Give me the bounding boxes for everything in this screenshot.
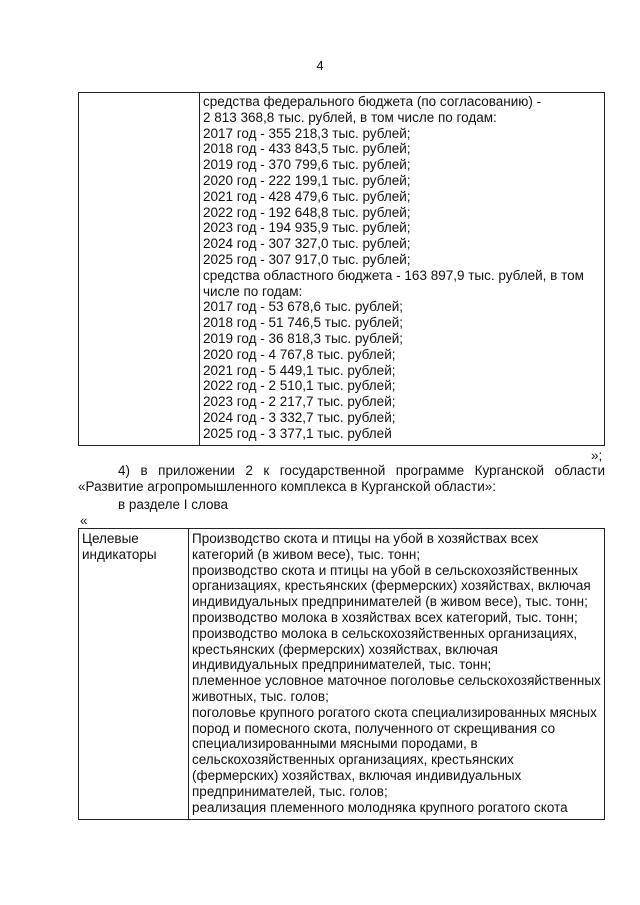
- funding-line: 2023 год - 2 217,7 тыс. рублей;: [203, 394, 396, 410]
- funding-table-empty-cell: [79, 93, 200, 446]
- funding-line: средства областного бюджета - 163 897,9 тыс. рублей, в том: [203, 267, 584, 283]
- funding-line: 2019 год - 370 799,6 тыс. рублей;: [203, 157, 411, 173]
- funding-line: 2017 год - 355 218,3 тыс. рублей;: [203, 125, 411, 141]
- funding-line: 2021 год - 428 479,6 тыс. рублей;: [203, 188, 411, 204]
- funding-line: числе по годам:: [203, 283, 303, 299]
- indicators-table: [78, 528, 605, 820]
- funding-line: 2024 год - 3 332,7 тыс. рублей;: [203, 409, 396, 425]
- closing-quote: »;: [591, 448, 603, 463]
- indicators-label-cell: [79, 529, 189, 820]
- funding-line: 2 813 368,8 тыс. рублей, в том числе по годам:: [203, 109, 497, 125]
- funding-line: 2021 год - 5 449,1 тыс. рублей;: [203, 362, 396, 378]
- indicators-label: Целевые индикаторы: [82, 531, 157, 562]
- indicator-lines: [192, 531, 601, 815]
- funding-line: 2025 год - 3 377,1 тыс. рублей: [203, 425, 392, 441]
- indicator-line: производство молока в сельскохозяйственных организациях, крестьянских (фермерских) хозяйствах, включая индивидуальных предпринимателей, тыс. тонн;: [192, 625, 578, 673]
- funding-line: 2024 год - 307 327,0 тыс. рублей;: [203, 236, 411, 252]
- funding-table-content-cell: [200, 93, 605, 446]
- funding-line: 2017 год - 53 678,6 тыс. рублей;: [203, 299, 403, 315]
- indicator-line: реализация племенного молодняка крупного рогатого скота: [192, 799, 568, 815]
- funding-line: 2022 год - 192 648,8 тыс. рублей;: [203, 204, 411, 220]
- funding-line: 2018 год - 51 746,5 тыс. рублей;: [203, 315, 403, 331]
- funding-line: 2018 год - 433 843,5 тыс. рублей;: [203, 141, 411, 157]
- indicator-line: производство молока в хозяйствах всех категорий, тыс. тонн;: [192, 609, 578, 625]
- funding-line: средства федерального бюджета (по согласованию) -: [203, 94, 542, 109]
- funding-line: 2020 год - 222 199,1 тыс. рублей;: [203, 172, 411, 188]
- indicators-content-cell: [189, 529, 605, 820]
- section-reference: в разделе I слова: [118, 497, 229, 512]
- funding-table: [78, 92, 605, 446]
- funding-line: 2022 год - 2 510,1 тыс. рублей;: [203, 378, 396, 394]
- opening-quote: «: [80, 513, 88, 528]
- indicator-line: поголовье крупного рогатого скота специализированных мясных пород и помесного скота, полученного от скрещивания со специализированными мясными породами, в сельскохозяйственных организациях, крестьянских (фермерских) хозяйствах, включая индивидуальных предпринимателей, тыс. голов;: [192, 704, 597, 799]
- funding-line: 2019 год - 36 818,3 тыс. рублей;: [203, 330, 403, 346]
- funding-line: 2020 год - 4 767,8 тыс. рублей;: [203, 346, 396, 362]
- funding-line: 2023 год - 194 935,9 тыс. рублей;: [203, 220, 411, 236]
- indicator-line: производство скота и птицы на убой в сельскохозяйственных организациях, крестьянских (фермерских) хозяйствах, включая индивидуальных предпринимателей (в живом весе), тыс. тонн;: [192, 562, 591, 610]
- page-number: 4: [316, 58, 324, 73]
- indicator-line: Производство скота и птицы на убой в хозяйствах всех категорий (в живом весе), тыс. тонн;: [192, 531, 539, 562]
- funding-line: 2025 год - 307 917,0 тыс. рублей;: [203, 251, 411, 267]
- amendment-paragraph: 4) в приложении 2 к государственной программе Курганской области «Развитие агропромышленного комплекса в Курганской области»:: [78, 463, 605, 494]
- funding-lines: [203, 94, 602, 442]
- indicator-line: племенное условное маточное поголовье сельскохозяйственных животных, тыс. голов;: [192, 673, 601, 704]
